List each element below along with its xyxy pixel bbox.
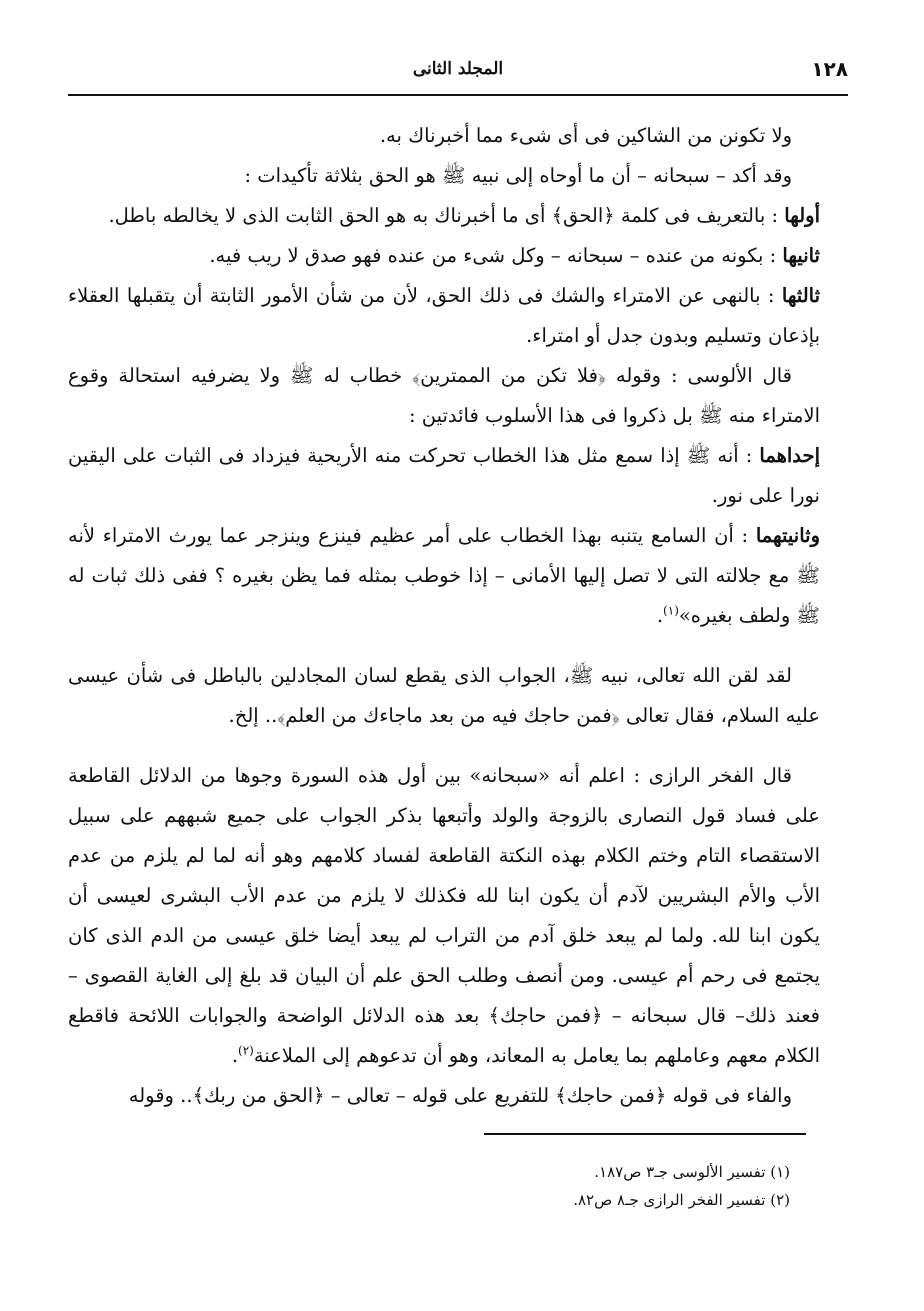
paragraph: والفاء فى قوله ﴿فمن حاجك﴾ للتفريع على قوله – تعالى – ﴿الحق من ربك﴾.. وقوله [128,1084,792,1107]
paragraph-label: وثانيتهما [755,524,820,547]
footnotes [300,1158,790,1214]
page-header [68,55,848,89]
paragraph: ولا تكونن من الشاكين فى أى شىء مما أخبرناك به. [379,124,792,147]
paragraph-label: إحداهما [759,444,820,467]
body-text [68,116,820,1116]
paragraph: قال الألوسى : وقوله ﴿فلا تكن من الممترين﴾ خطاب له ﷺ ولا يضرفيه استحالة وقوع الامتراء منه ﷺ بل ذكروا فى هذا الأسلوب فائدتين : [68,364,820,427]
paragraph: ثانيها : بكونه من عنده – سبحانه – وكل شىء من عنده فهو صدق لا ريب فيه. [209,244,820,267]
paragraph: ثالثها : بالنهى عن الامتراء والشك فى ذلك الحق، لأن من شأن الأمور الثابتة أن يتقبلها العقلاء بإذعان وتسليم وبدون جدل أو امتراء. [68,284,820,347]
footnote-rule [484,1133,806,1135]
paragraph: قال الفخر الرازى : اعلم أنه «سبحانه» بين أول هذه السورة وجوها من الدلائل القاطعة على فساد قول النصارى بالزوجة والولد وأتبعها بذكر الجواب على جميع شبههم على سبيل الاستقصاء التام وختم الكلام بهذه النكتة القاطعة لفساد كلامهم وهو أنه لما لم يلزم من عدم الأب والأم البشريين لآدم أن يكون ابنا لله فكذلك لا يلزم من عدم الأب البشرى لعيسى أن يكون ابنا لله. ولما لم يبعد خلق آدم من التراب لم يبعد أيضا خلق عيسى من الدم الذى كان يجتمع فى رحم أم عيسى. ومن أنصف وطلب الحق علم أن البيان قد بلغ إلى الغاية القصوى –فعند ذلك– قال سبحانه – ﴿فمن حاجك﴾ بعد هذه الدلائل الواضحة والجوابات اللائحة فاقطع الكلام معهم وعاملهم بما يعامل به المعاند، وهو أن تدعوهم إلى الملاعنة$^{(٢)}$. [68,764,820,1067]
paragraph: لقد لقن الله تعالى، نبيه ﷺ، الجواب الذى يقطع لسان المجادلين بالباطل فى شأن عيسى عليه السلام، فقال تعالى ﴿فمن حاجك فيه من بعد ماجاءك من العلم﴾.. إلخ. [68,664,820,727]
page-number: ١٢٨ [811,57,848,81]
header-rule [68,94,848,96]
paragraph: إحداهما : أنه ﷺ إذا سمع مثل هذا الخطاب تحركت منه الأريحية فيزداد فى الثبات على اليقين نورا على نور. [68,444,820,507]
footnote: (١) تفسير الألوسى جـ٣ ص١٨٧. [594,1163,790,1181]
running-title: المجلد الثانى [412,59,504,79]
footnote-ref[interactable]: (٢) [238,1043,254,1058]
paragraph-label: ثالثها [781,284,820,307]
paragraph: أولها : بالتعريف فى كلمة ﴿الحق﴾ أى ما أخبرناك به هو الحق الثابت الذى لا يخالطه باطل. [108,204,820,227]
footnote: (٢) تفسير الفخر الرازى جـ٨ ص٨٢. [573,1191,790,1209]
paragraph-label: أولها [784,204,820,227]
footnote-ref[interactable]: (١) [663,603,679,618]
paragraph-label: ثانيها [782,244,820,267]
paragraph: وقد أكد – سبحانه – أن ما أوحاه إلى نبيه ﷺ هو الحق بثلاثة تأكيدات : [244,164,792,187]
paragraph: وثانيتهما : أن السامع يتنبه بهذا الخطاب على أمر عظيم فينزع وينزجر عما يورث الامتراء لأنه ﷺ مع جلالته التى لا تصل إليها الأمانى – إذا خوطب بمثله فما يظن بغيره ؟ ففى ذلك ثبات له ﷺ ولطف بغيره»$^{(١)}$. [68,524,820,627]
